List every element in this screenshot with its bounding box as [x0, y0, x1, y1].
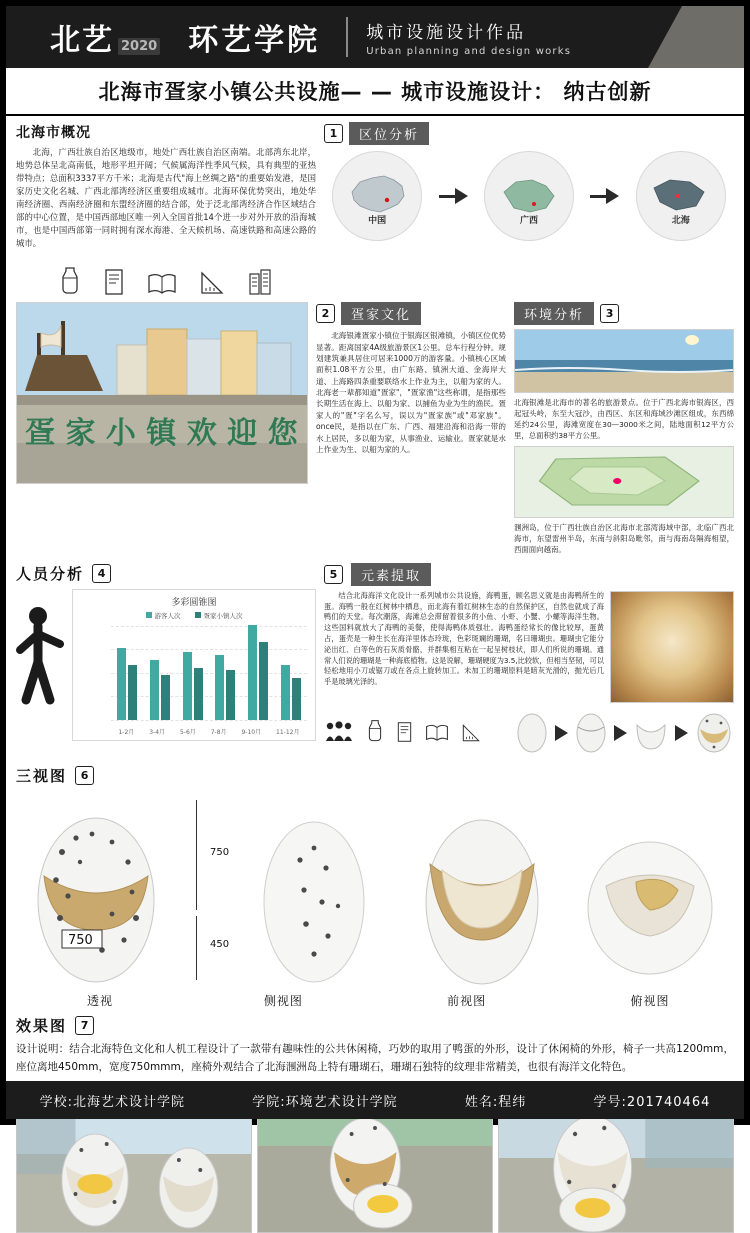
logo-main-text: 北艺 [50, 23, 114, 58]
x-label: 9-10月 [241, 728, 262, 736]
culture-title [341, 302, 421, 325]
poster-header [6, 6, 744, 68]
location-title-text: 区位分析 [349, 122, 429, 145]
footer-name: 姓名:程纬 [464, 1094, 527, 1110]
row-people-element [6, 555, 744, 757]
guangxi-map-caption: 广西 [519, 216, 538, 226]
overview-icon-strip [16, 260, 316, 296]
bar-group [183, 652, 203, 720]
weizhou-island-map [514, 446, 734, 518]
logo-sub-text: 环艺学院 [188, 23, 321, 58]
effect-title-text: 效果图 [16, 1016, 68, 1035]
view-label-side: 侧视图 [263, 993, 303, 1008]
bar-group [281, 665, 301, 720]
people-badge: 4 [92, 564, 111, 583]
chart-legend [73, 611, 315, 620]
location-map-sequence [324, 151, 734, 241]
location-title [349, 122, 429, 145]
culture-body: 北海银滩疍家小镇位于银海区银滩镇，小镇区位优势显著。距离国家4A级旅游景区1公里。总车行程分钟。规划建筑兼具居住可居来1000万的游客量。小镇核心区域面积1.08平方公里，由广东路、镇洲大道、金海岸大道、上海路四条重要联络水上作业为主，以船为家的人。北海老一辈都知道"疍家"，"疍家渔"这些称谓，是指那些长期生活在海上、以船为家、以捕鱼为业为生的渔民。疍家人的"疍"字名么写，误以为"疍家族"或"邓家族"。once民，是指以在广东、广西、福建沿海和沿海一带的水上居民，多以船为家，从事渔业、运输业。疍家就是水上作业为生、以船为家的人。 [316, 331, 506, 455]
chart-bars [111, 626, 307, 720]
china-map [332, 151, 422, 241]
chart-x-labels [111, 727, 307, 736]
culture-badge: 2 [316, 304, 335, 323]
beihai-silver-beach-photo [514, 329, 734, 393]
egg-whole [515, 709, 549, 757]
element-badge: 5 [324, 565, 343, 584]
egg-transform-sequence [515, 709, 734, 757]
people-title-text: 人员分析 [16, 564, 85, 583]
environment-badge: 3 [600, 304, 619, 323]
element-header [324, 563, 734, 586]
location-badge: 1 [324, 124, 343, 143]
view-label-perspective: 透视 [86, 993, 113, 1008]
element-process-strip [324, 709, 734, 757]
perspective-view [16, 790, 184, 990]
legend-item-1 [195, 611, 243, 620]
danjia-town-render [16, 302, 308, 484]
effect-header [16, 1015, 734, 1036]
location-header [324, 122, 734, 145]
environment-body-2: 涠洲岛，位于广西壮族自治区北海市北部湾海域中部，北临广西北海市，东望雷州半岛，东南与斜阳岛毗邻，南与海南岛隔海相望，西面面向越南。 [514, 522, 734, 554]
side-view [230, 790, 398, 990]
vase-icon [59, 266, 81, 296]
visitor-bar-chart [72, 589, 316, 741]
people-section [16, 563, 316, 757]
three-views-body [16, 790, 734, 990]
poster-footer [6, 1081, 744, 1119]
guangxi-map [484, 151, 574, 241]
element-body [324, 591, 734, 703]
egg-half-seat [694, 709, 734, 757]
svg-text:750: 750 [68, 932, 93, 948]
svg-text:疍 家 小 镇 欢 迎 您: 疍 家 小 镇 欢 迎 您 [25, 416, 298, 452]
chart-title: 多彩圆锥图 [171, 597, 217, 608]
china-map-caption: 中国 [368, 216, 387, 226]
page-title-text: 北海市疍家小镇公共设施— — 城市设施设计： 纳古创新 [98, 80, 652, 104]
dimension-annotations [184, 790, 230, 990]
three-views-header [16, 765, 734, 786]
bar-group [150, 660, 170, 720]
logo-year-text: 2020 [118, 38, 160, 55]
logo [50, 15, 320, 59]
duck-egg-photo [610, 591, 734, 703]
building-icon [247, 268, 273, 296]
overview-body: 北海，广西壮族自治区地级市，地处广西壮族自治区南端。北部湾东北岸，地势总体呈北高南低，地形平坦开阔；气候属海洋性季风气候，具有典型的亚热带特点；总面积3337平方千米；北海是古代"海上丝绸之路"的重要始发港，是国家历史文化名城、广西北部湾经济区重要组成城市。北海环保优势突出，地处华南经济圈、西南经济圈和东盟经济圈的结合部，处于泛北部湾经济合作区域结合部的中心位置，是中国西部地区唯一列入全国首批14个进一步对外开放的沿海城市，也是中国西部第一同时拥有深水海港、全天候机场、高速铁路和高速公路的城市。 [16, 147, 316, 249]
effect-section [6, 1009, 744, 1233]
open-book-icon [425, 723, 449, 747]
culture-header [316, 302, 506, 325]
x-label: 1-2月 [118, 728, 135, 736]
triangle-ruler-icon [199, 270, 225, 296]
sequence-arrow-3 [675, 725, 688, 741]
x-label: 5-6月 [179, 728, 196, 736]
environment-section [514, 302, 734, 555]
effect-description: 设计说明：结合北海特色文化和人机工程设计了一款带有趣味性的公共休闲椅，巧妙的取用了鸭蛋的外形，设计了休闲椅的外形，椅子一共高1200mm，座位离地450mm，宽度750mmm，座椅外观结合了北海涠洲岛上特有珊瑚石，珊瑚石独特的纹理非常精美，也很有海洋文化特色。 [16, 1042, 734, 1073]
environment-title-text: 环境分析 [514, 302, 594, 325]
effect-badge: 7 [75, 1016, 94, 1035]
three-views-badge: 6 [75, 766, 94, 785]
map-arrow-2 [590, 188, 619, 204]
x-label: 11-12月 [276, 728, 300, 736]
row-overview-location [6, 116, 744, 296]
header-title-cn: 城市设施设计作品 [366, 22, 527, 43]
culture-section [316, 302, 506, 555]
footer-college: 学院:环境艺术设计学院 [252, 1094, 398, 1110]
environment-body-1: 北海银滩是北海市的著名的旅游景点。位于广西北海市银海区，西起冠头岭，东至大冠沙，由西区、东区和海域沙滩区组成，东西绵延约24公里，海滩宽度在30—3000米之间，陆地面积12平方公里，总面积约38平方公里。 [514, 398, 734, 441]
element-title-text: 元素提取 [351, 563, 431, 586]
front-view [398, 790, 566, 990]
chart-plot [111, 626, 307, 720]
row-render-culture-environment [6, 296, 744, 555]
three-views-section [6, 757, 744, 1009]
view-label-top: 俯视图 [630, 993, 670, 1008]
render-illustration [17, 303, 307, 483]
map-arrow-1 [439, 188, 468, 204]
x-label: 7-8月 [210, 728, 227, 736]
vase-icon [366, 719, 384, 747]
header-titles [366, 18, 571, 57]
top-view [566, 790, 734, 990]
triangle-ruler-icon [461, 723, 481, 747]
x-label: 3-4月 [149, 728, 166, 736]
header-divider [346, 17, 348, 57]
egg-cut [574, 709, 608, 757]
bar-group [248, 625, 268, 720]
three-views-title-text: 三视图 [16, 766, 68, 785]
dimension-height-label: 750 [210, 846, 230, 858]
process-icons [324, 719, 481, 747]
footer-number: 学号:201740464 [593, 1094, 711, 1110]
legend-label-1: 疍家小镇人次 [203, 611, 243, 620]
people-icon [324, 721, 354, 747]
egg-bowl [633, 709, 669, 757]
footer-school: 学校:北海艺术设计学院 [39, 1094, 186, 1110]
bar-group [117, 648, 137, 720]
legend-item-0 [146, 611, 181, 620]
overview-section [16, 122, 324, 296]
location-section [324, 122, 734, 296]
book-icon [396, 721, 413, 747]
header-title-en: Urban planning and design works [366, 45, 572, 57]
overview-heading: 北海市概况 [16, 125, 91, 141]
environment-header [514, 302, 734, 325]
open-book-icon [147, 272, 177, 296]
sequence-arrow-2 [614, 725, 627, 741]
culture-title-text: 疍家文化 [341, 302, 421, 325]
sequence-arrow-1 [555, 725, 568, 741]
bar-group [215, 655, 235, 720]
people-header [16, 563, 316, 584]
element-description: 结合北海海洋文化设计一系列城市公共设施，海鸭蛋，顾名思义就是由海鸭所生的蛋。海鸭一般在红树林中栖息，而北海有着红树林生态的自然保护区，自然也就成了海鸭们的天堂。每次潮落，海滩总会滞留着很多的小鱼、小虾、小蟹、小螺等海洋生物。这些国料就放大了海鸭的美餐，使得海鸭体质强壮。海鸭蛋经常长的像比较厚，蛋黄占，蛋壳是一种生长在海洋里体态玲珑，色彩斑斓的珊瑚，名曰珊瑚虫。珊瑚虫它能分泌出红、白等色的石灰质骨骼，并群集相互粘在一起呈树枝状，即人们所说的珊瑚。通常人们说的珊瑚是一种海底植物。这是说解，珊瑚硬度为3.5,比较软，但相当坚韧，可以轻松地用小刀或锯刀或在各点上旋转加工。未加工的珊瑚原料是暗灰光滑的，抛光后几乎是玻璃光泽的。 [324, 590, 604, 687]
view-label-row [16, 992, 734, 1009]
dimension-seat-label: 450 [210, 938, 230, 950]
book-icon [103, 268, 125, 296]
pedestrian-icon [16, 600, 68, 724]
page-title [6, 68, 744, 116]
element-section [324, 563, 734, 757]
header-corner-decoration [648, 6, 744, 68]
view-label-front: 前视图 [447, 993, 487, 1008]
beihai-map-caption: 北海 [671, 216, 690, 226]
beihai-map [636, 151, 726, 241]
legend-label-0: 游客人次 [154, 611, 181, 620]
